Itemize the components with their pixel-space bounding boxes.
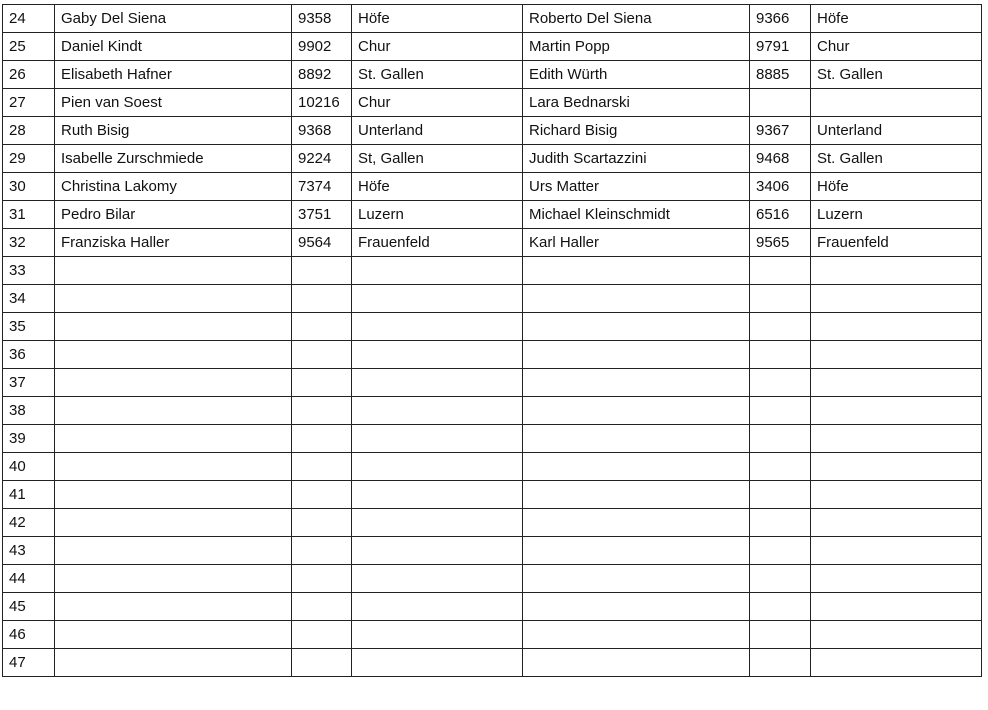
partner-location-cell: [811, 649, 982, 677]
partner-name-cell: Roberto Del Siena: [523, 5, 750, 33]
code-cell: [292, 481, 352, 509]
name-cell: [55, 481, 292, 509]
code-cell: [292, 257, 352, 285]
partner-name-cell: [523, 341, 750, 369]
table-row: [3, 509, 982, 537]
code-cell: [292, 565, 352, 593]
partner-name-cell: [523, 649, 750, 677]
partner-name-cell: [523, 537, 750, 565]
partner-location-cell: [811, 425, 982, 453]
row-number-cell: 34: [3, 285, 55, 313]
table-row: [3, 285, 982, 313]
location-cell: [352, 453, 523, 481]
row-number-cell: 45: [3, 593, 55, 621]
partner-code-cell: [750, 481, 811, 509]
partner-name-cell: [523, 509, 750, 537]
partner-location-cell: [811, 397, 982, 425]
name-cell: [55, 621, 292, 649]
location-cell: St, Gallen: [352, 145, 523, 173]
partner-name-cell: Urs Matter: [523, 173, 750, 201]
name-cell: Ruth Bisig: [55, 117, 292, 145]
name-cell: [55, 313, 292, 341]
name-cell: [55, 509, 292, 537]
name-cell: [55, 593, 292, 621]
partner-code-cell: [750, 313, 811, 341]
table-row: [3, 89, 982, 117]
row-number-cell: 38: [3, 397, 55, 425]
code-cell: 9368: [292, 117, 352, 145]
location-cell: [352, 593, 523, 621]
name-cell: [55, 565, 292, 593]
partner-name-cell: Michael Kleinschmidt: [523, 201, 750, 229]
partner-code-cell: [750, 621, 811, 649]
partner-location-cell: [811, 341, 982, 369]
name-cell: [55, 257, 292, 285]
partner-code-cell: 9468: [750, 145, 811, 173]
row-number-cell: 30: [3, 173, 55, 201]
table-row: [3, 229, 982, 257]
table-row: [3, 369, 982, 397]
name-cell: Christina Lakomy: [55, 173, 292, 201]
location-cell: Luzern: [352, 201, 523, 229]
location-cell: [352, 369, 523, 397]
partner-name-cell: Karl Haller: [523, 229, 750, 257]
partner-code-cell: [750, 453, 811, 481]
table-body: [3, 5, 982, 677]
row-number-cell: 44: [3, 565, 55, 593]
location-cell: [352, 537, 523, 565]
name-cell: Pien van Soest: [55, 89, 292, 117]
row-number-cell: 35: [3, 313, 55, 341]
partner-code-cell: [750, 369, 811, 397]
partner-location-cell: Chur: [811, 33, 982, 61]
table-row: [3, 5, 982, 33]
code-cell: [292, 313, 352, 341]
location-cell: [352, 425, 523, 453]
code-cell: 9902: [292, 33, 352, 61]
name-cell: [55, 649, 292, 677]
partner-name-cell: [523, 481, 750, 509]
row-number-cell: 41: [3, 481, 55, 509]
code-cell: 9564: [292, 229, 352, 257]
partner-name-cell: [523, 313, 750, 341]
row-number-cell: 39: [3, 425, 55, 453]
code-cell: 3751: [292, 201, 352, 229]
location-cell: [352, 481, 523, 509]
partner-code-cell: 3406: [750, 173, 811, 201]
name-cell: [55, 453, 292, 481]
partner-location-cell: [811, 621, 982, 649]
name-cell: [55, 425, 292, 453]
row-number-cell: 24: [3, 5, 55, 33]
table-row: [3, 145, 982, 173]
location-cell: Höfe: [352, 5, 523, 33]
participant-table: [2, 4, 982, 677]
location-cell: [352, 397, 523, 425]
location-cell: Chur: [352, 33, 523, 61]
table-row: [3, 201, 982, 229]
partner-code-cell: 9367: [750, 117, 811, 145]
partner-code-cell: 9565: [750, 229, 811, 257]
partner-code-cell: 9791: [750, 33, 811, 61]
row-number-cell: 33: [3, 257, 55, 285]
location-cell: St. Gallen: [352, 61, 523, 89]
name-cell: [55, 537, 292, 565]
code-cell: [292, 649, 352, 677]
name-cell: [55, 397, 292, 425]
code-cell: [292, 621, 352, 649]
code-cell: [292, 425, 352, 453]
partner-name-cell: [523, 593, 750, 621]
location-cell: [352, 621, 523, 649]
name-cell: Daniel Kindt: [55, 33, 292, 61]
table-row: [3, 257, 982, 285]
code-cell: 9358: [292, 5, 352, 33]
code-cell: [292, 369, 352, 397]
row-number-cell: 32: [3, 229, 55, 257]
partner-name-cell: Richard Bisig: [523, 117, 750, 145]
table-row: [3, 537, 982, 565]
row-number-cell: 42: [3, 509, 55, 537]
table-row: [3, 481, 982, 509]
partner-code-cell: 6516: [750, 201, 811, 229]
location-cell: Frauenfeld: [352, 229, 523, 257]
name-cell: Elisabeth Hafner: [55, 61, 292, 89]
partner-code-cell: [750, 257, 811, 285]
partner-code-cell: [750, 89, 811, 117]
partner-code-cell: 8885: [750, 61, 811, 89]
partner-location-cell: [811, 369, 982, 397]
partner-name-cell: Edith Würth: [523, 61, 750, 89]
code-cell: 7374: [292, 173, 352, 201]
location-cell: [352, 565, 523, 593]
table-row: [3, 61, 982, 89]
location-cell: [352, 649, 523, 677]
table-row: [3, 117, 982, 145]
partner-code-cell: [750, 565, 811, 593]
partner-location-cell: [811, 285, 982, 313]
row-number-cell: 36: [3, 341, 55, 369]
code-cell: [292, 593, 352, 621]
code-cell: 10216: [292, 89, 352, 117]
partner-code-cell: [750, 425, 811, 453]
partner-location-cell: [811, 453, 982, 481]
code-cell: [292, 453, 352, 481]
partner-name-cell: [523, 397, 750, 425]
code-cell: [292, 509, 352, 537]
code-cell: [292, 537, 352, 565]
code-cell: 8892: [292, 61, 352, 89]
name-cell: Pedro Bilar: [55, 201, 292, 229]
row-number-cell: 29: [3, 145, 55, 173]
table-row: [3, 173, 982, 201]
row-number-cell: 40: [3, 453, 55, 481]
partner-code-cell: [750, 537, 811, 565]
partner-code-cell: [750, 397, 811, 425]
partner-code-cell: [750, 649, 811, 677]
partner-code-cell: [750, 341, 811, 369]
partner-location-cell: [811, 257, 982, 285]
code-cell: 9224: [292, 145, 352, 173]
row-number-cell: 28: [3, 117, 55, 145]
table-row: [3, 341, 982, 369]
partner-code-cell: [750, 509, 811, 537]
partner-location-cell: [811, 313, 982, 341]
location-cell: [352, 341, 523, 369]
partner-code-cell: [750, 285, 811, 313]
table-row: [3, 621, 982, 649]
partner-name-cell: [523, 369, 750, 397]
partner-location-cell: [811, 593, 982, 621]
name-cell: [55, 341, 292, 369]
table-row: [3, 313, 982, 341]
location-cell: Chur: [352, 89, 523, 117]
partner-name-cell: Judith Scartazzini: [523, 145, 750, 173]
row-number-cell: 31: [3, 201, 55, 229]
row-number-cell: 26: [3, 61, 55, 89]
partner-location-cell: [811, 509, 982, 537]
partner-location-cell: Höfe: [811, 5, 982, 33]
partner-location-cell: [811, 89, 982, 117]
partner-name-cell: [523, 257, 750, 285]
name-cell: [55, 285, 292, 313]
row-number-cell: 37: [3, 369, 55, 397]
row-number-cell: 27: [3, 89, 55, 117]
partner-name-cell: [523, 425, 750, 453]
table-row: [3, 565, 982, 593]
code-cell: [292, 397, 352, 425]
partner-location-cell: Unterland: [811, 117, 982, 145]
partner-name-cell: [523, 565, 750, 593]
location-cell: [352, 509, 523, 537]
location-cell: Unterland: [352, 117, 523, 145]
partner-code-cell: 9366: [750, 5, 811, 33]
partner-location-cell: Luzern: [811, 201, 982, 229]
partner-name-cell: [523, 285, 750, 313]
partner-name-cell: [523, 621, 750, 649]
row-number-cell: 43: [3, 537, 55, 565]
partner-location-cell: [811, 565, 982, 593]
name-cell: Gaby Del Siena: [55, 5, 292, 33]
partner-location-cell: Frauenfeld: [811, 229, 982, 257]
partner-location-cell: Höfe: [811, 173, 982, 201]
name-cell: Isabelle Zurschmiede: [55, 145, 292, 173]
partner-location-cell: St. Gallen: [811, 145, 982, 173]
code-cell: [292, 285, 352, 313]
table-row: [3, 453, 982, 481]
partner-name-cell: Lara Bednarski: [523, 89, 750, 117]
location-cell: [352, 313, 523, 341]
location-cell: Höfe: [352, 173, 523, 201]
name-cell: [55, 369, 292, 397]
partner-location-cell: [811, 537, 982, 565]
partner-location-cell: [811, 481, 982, 509]
location-cell: [352, 257, 523, 285]
name-cell: Franziska Haller: [55, 229, 292, 257]
partner-name-cell: Martin Popp: [523, 33, 750, 61]
table-row: [3, 649, 982, 677]
partner-code-cell: [750, 593, 811, 621]
partner-name-cell: [523, 453, 750, 481]
table-row: [3, 33, 982, 61]
table-row: [3, 425, 982, 453]
row-number-cell: 25: [3, 33, 55, 61]
row-number-cell: 47: [3, 649, 55, 677]
row-number-cell: 46: [3, 621, 55, 649]
location-cell: [352, 285, 523, 313]
table-row: [3, 593, 982, 621]
table-row: [3, 397, 982, 425]
partner-location-cell: St. Gallen: [811, 61, 982, 89]
code-cell: [292, 341, 352, 369]
